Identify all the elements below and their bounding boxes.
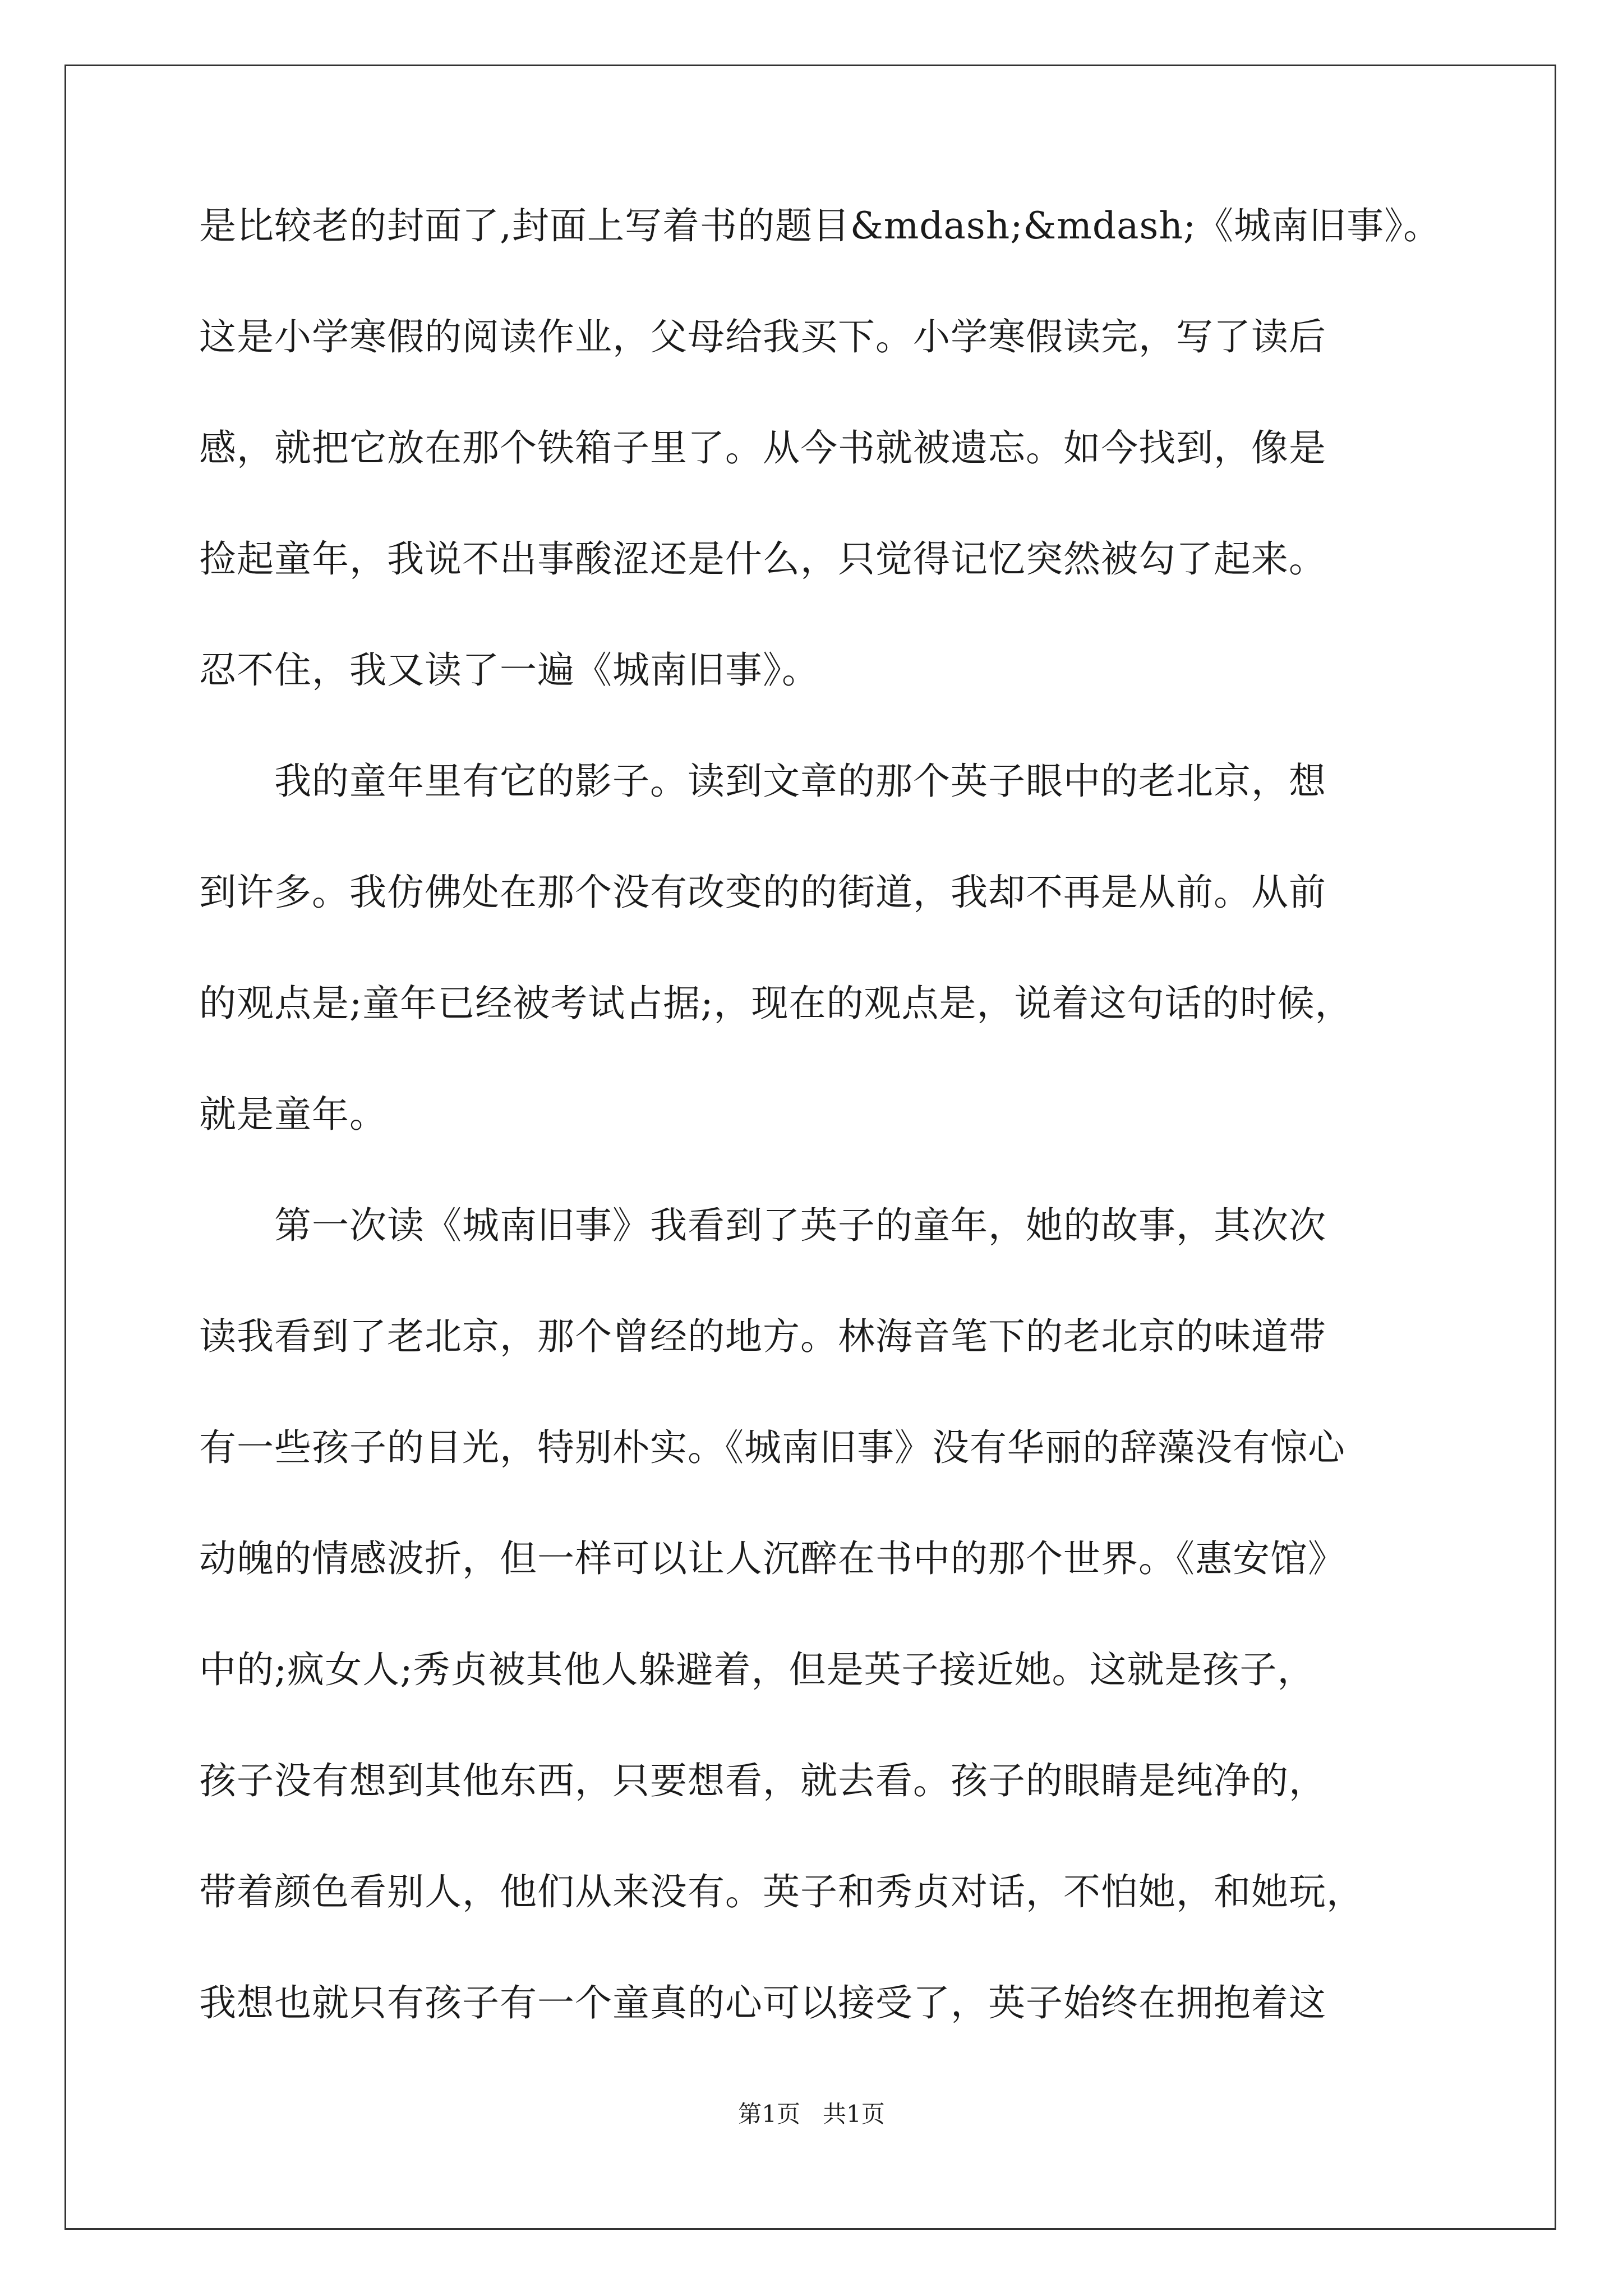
text-line: 中的;疯女人;秀贞被其他人躲避着，但是英子接近她。这就是孩子， (199, 1648, 1315, 1691)
text-line: 读我看到了老北京，那个曾经的地方。林海音笔下的老北京的味道带 (199, 1315, 1326, 1358)
text-line: 忍不住，我又读了一遍《城南旧事》。 (199, 648, 819, 692)
text-line: 有一些孩子的目光，特别朴实。《城南旧事》没有华丽的辞藻没有惊心 (199, 1426, 1345, 1469)
text-line: 我的童年里有它的影子。读到文章的那个英子眼中的老北京，想 (199, 760, 1326, 803)
text-line: 第一次读《城南旧事》我看到了英子的童年，她的故事，其次次 (199, 1204, 1326, 1247)
text-line: 带着颜色看别人，他们从来没有。英子和秀贞对话，不怕她，和她玩， (199, 1870, 1364, 1913)
text-line: 孩子没有想到其他东西，只要想看，就去看。孩子的眼睛是纯净的， (199, 1759, 1326, 1802)
text-line: 动魄的情感波折，但一样可以让人沉醉在书中的那个世界。《惠安馆》 (199, 1537, 1345, 1580)
text-line: 到许多。我仿佛处在那个没有改变的的街道，我却不再是从前。从前 (199, 871, 1326, 914)
document-body (199, 204, 1441, 2096)
text-line: 感，就把它放在那个铁箱子里了。从今书就被遗忘。如今找到，像是 (199, 426, 1326, 470)
text-line: 这是小学寒假的阅读作业，父母给我买下。小学寒假读完，写了读后 (199, 315, 1326, 358)
text-line: 是比较老的封面了,封面上写着书的题目&mdash;&mdash;《城南旧事》。 (199, 204, 1441, 247)
text-line: 我想也就只有孩子有一个童真的心可以接受了，英子始终在拥抱着这 (199, 1981, 1326, 2024)
text-line: 捡起童年，我说不出事酸涩还是什么，只觉得记忆突然被勾了起来。 (199, 537, 1326, 581)
page-number-footer: 第1页 共1页 (738, 2100, 885, 2128)
text-line: 的观点是;童年已经被考试占据;，现在的观点是，说着这句话的时候， (199, 982, 1353, 1025)
text-line: 就是童年。 (199, 1093, 387, 1136)
